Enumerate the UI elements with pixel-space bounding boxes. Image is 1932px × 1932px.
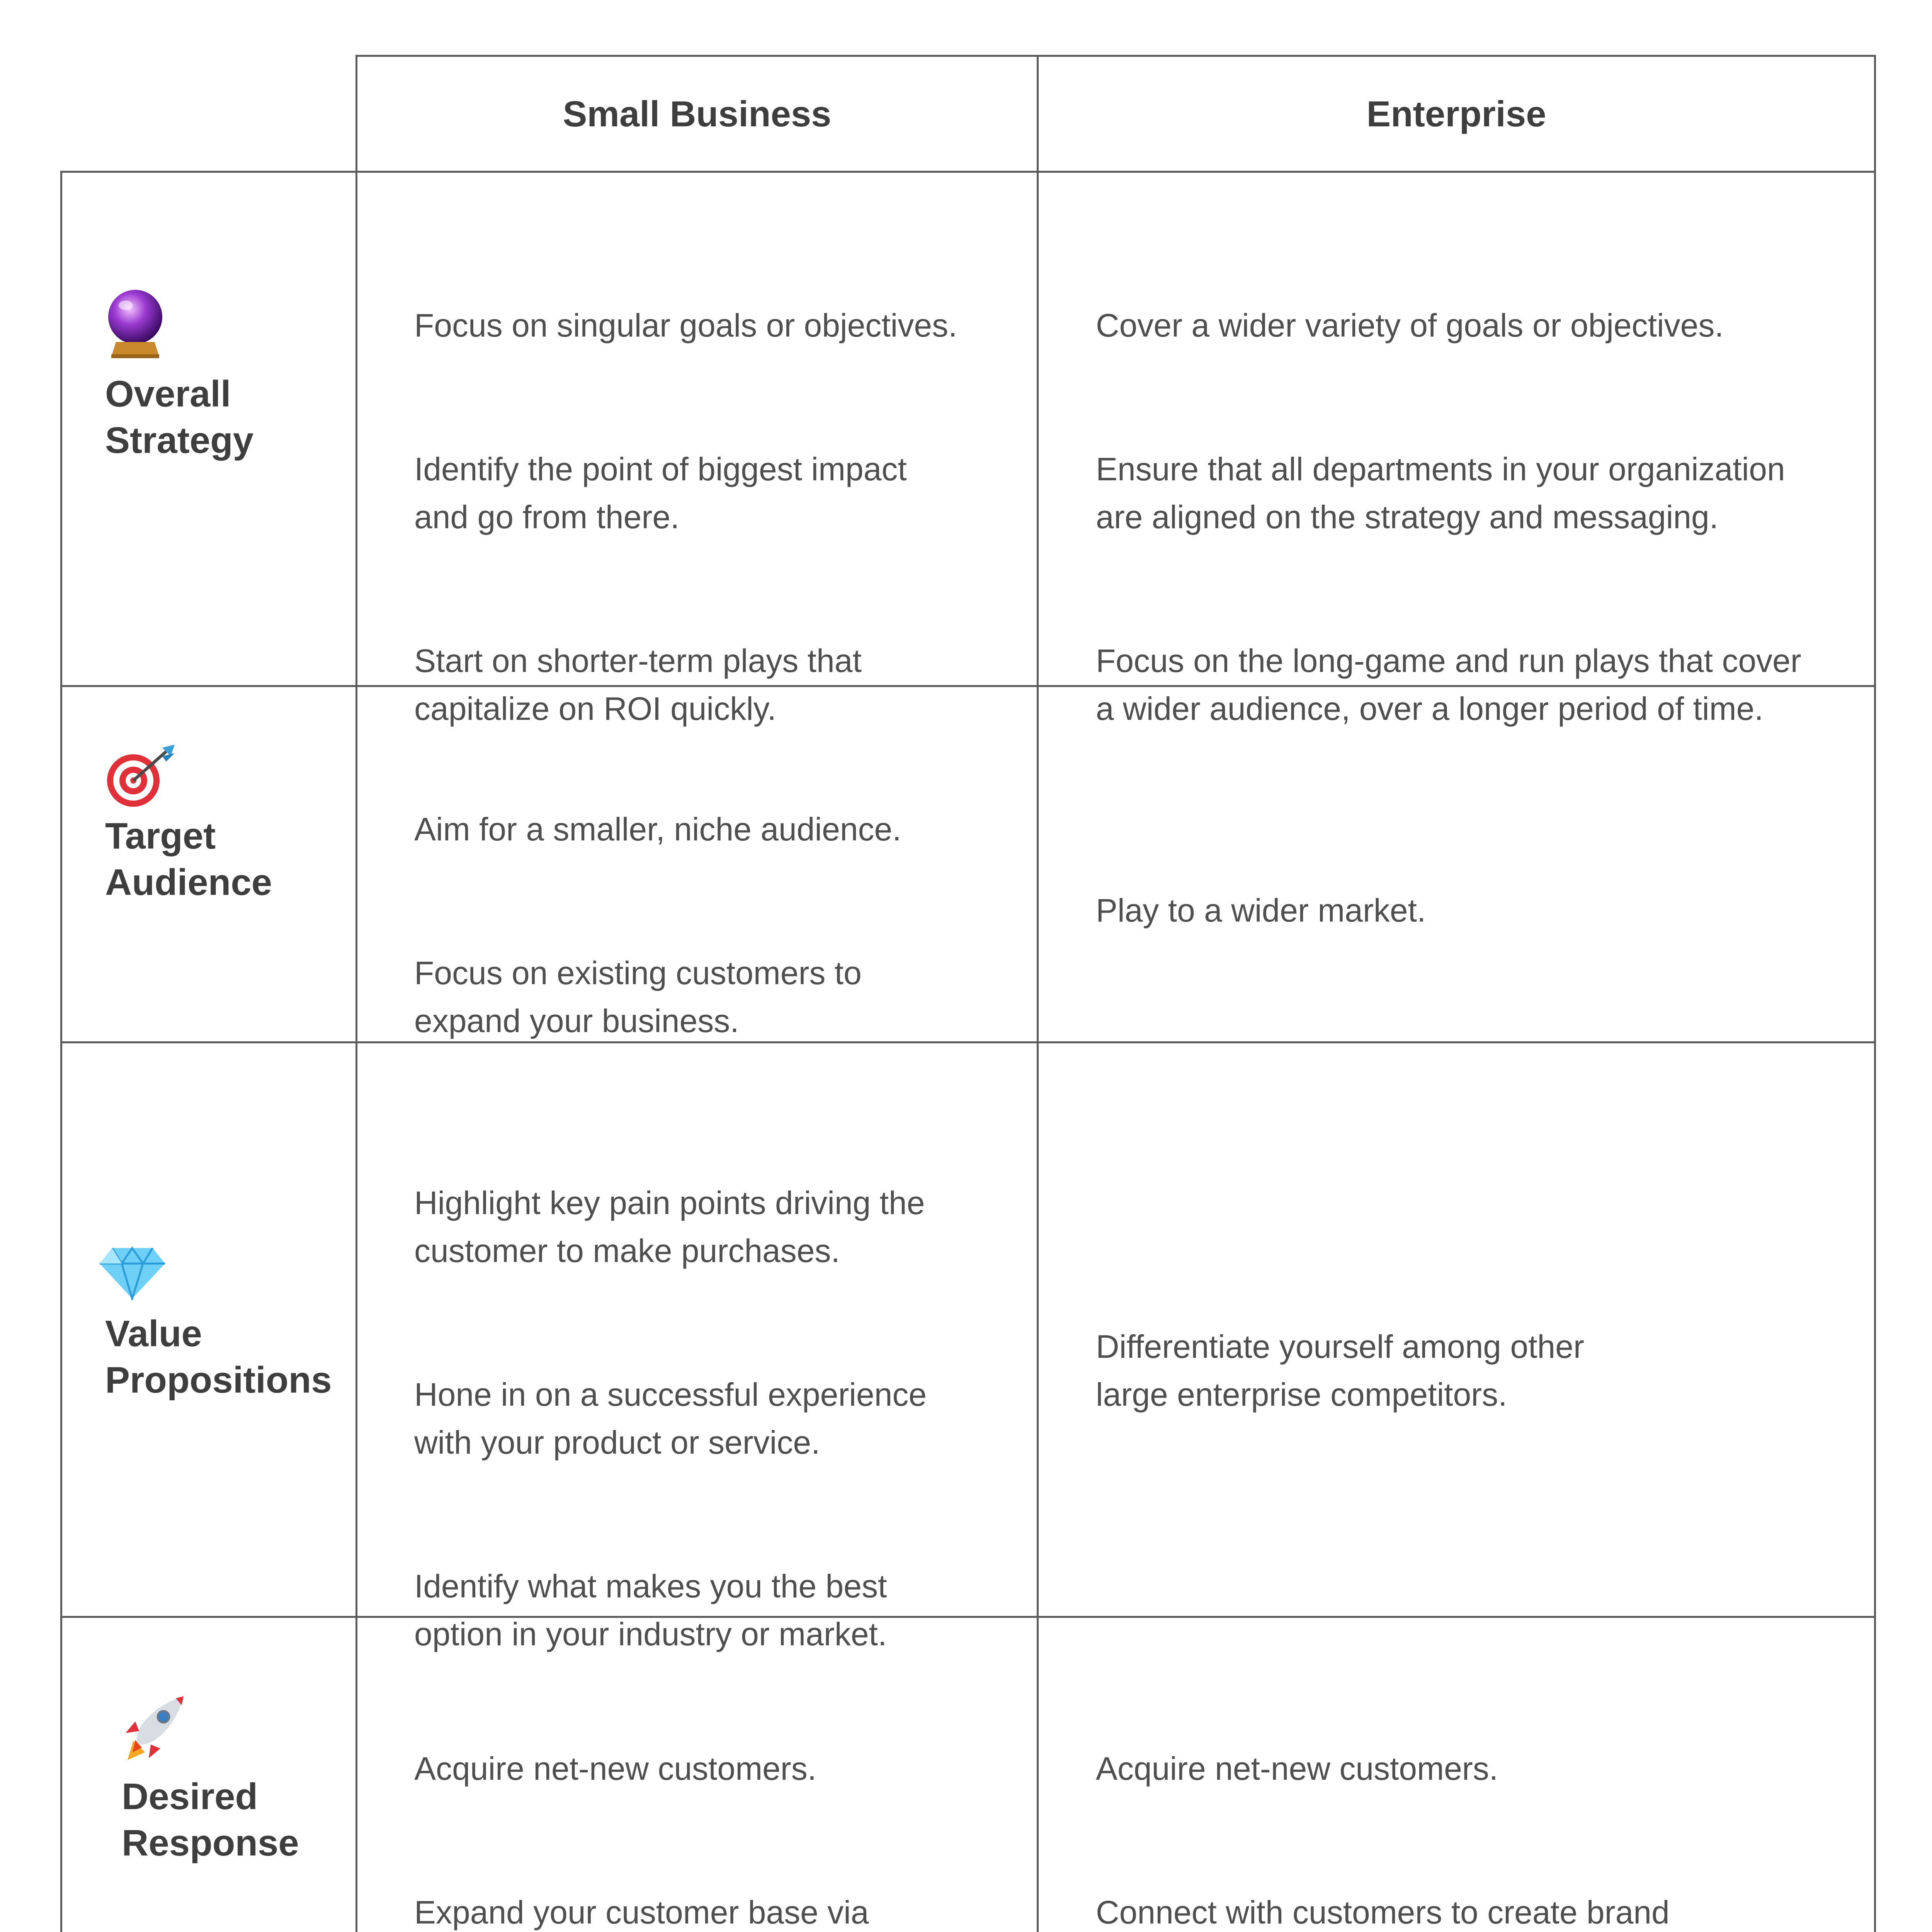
enterprise-cell xyxy=(1096,253,1801,781)
cell-paragraph: Focus on existing customers to expand your business. xyxy=(414,955,862,1039)
target-dart-icon xyxy=(104,744,178,810)
column-divider xyxy=(355,55,357,1932)
column-divider xyxy=(1037,55,1039,1932)
enterprise-cell xyxy=(1096,1697,1670,1932)
column-header-label: Enterprise xyxy=(1366,94,1546,134)
column-header-small-business xyxy=(357,56,1037,172)
row-title: Target Audience xyxy=(105,815,272,903)
row-title: Value Propositions xyxy=(105,1313,332,1401)
cell-paragraph: Acquire net-new customers. xyxy=(1096,1750,1498,1787)
row-divider xyxy=(60,1616,1876,1618)
small-business-cell xyxy=(414,1697,869,1932)
small-business-cell xyxy=(414,253,957,781)
small-business-cell xyxy=(414,757,901,1093)
enterprise-cell xyxy=(1096,838,1426,982)
column-header-label: Small Business xyxy=(563,94,832,134)
cell-paragraph: Highlight key pain points driving the customer to make purchases. xyxy=(414,1185,925,1269)
row-title: Overall Strategy xyxy=(105,373,254,461)
cell-paragraph: Connect with customers to create brand xyxy=(1096,1894,1670,1930)
cell-paragraph: Start on shorter-term plays that capitalize on ROI quickly. xyxy=(414,643,862,727)
row-title: Desired Response xyxy=(122,1776,299,1864)
cell-paragraph: Identify what makes you the best option in your industry or market. xyxy=(414,1568,887,1652)
rocket-icon xyxy=(118,1694,187,1762)
cell-paragraph: Differentiate yourself among other large enterprise competitors. xyxy=(1096,1328,1584,1413)
enterprise-cell xyxy=(1096,1275,1584,1466)
cell-paragraph: Identify the point of biggest impact and go from there. xyxy=(414,451,907,535)
small-business-cell xyxy=(414,1131,927,1706)
cell-paragraph: Focus on the long-game and run plays that cover a wider audience, over a longer period of time. xyxy=(1096,643,1801,727)
cell-paragraph: Expand your customer base via xyxy=(414,1894,869,1930)
cell-paragraph: Focus on singular goals or objectives. xyxy=(414,307,957,344)
cell-paragraph: Ensure that all departments in your organization are aligned on the strategy and messaging. xyxy=(1096,451,1785,535)
table-border-left xyxy=(60,171,62,1932)
row-divider xyxy=(60,1041,1876,1043)
table-border-right xyxy=(1874,55,1876,1932)
cell-paragraph: Hone in on a successful experience with your product or service. xyxy=(414,1376,927,1461)
crystal-ball-icon xyxy=(104,288,166,359)
column-header-enterprise xyxy=(1039,56,1874,172)
cell-paragraph: Aim for a smaller, niche audience. xyxy=(414,811,901,847)
gem-icon xyxy=(99,1246,166,1300)
cell-paragraph: Acquire net-new customers. xyxy=(414,1750,817,1787)
cell-paragraph: Play to a wider market. xyxy=(1096,892,1426,929)
cell-paragraph: Cover a wider variety of goals or objectives. xyxy=(1096,307,1724,344)
